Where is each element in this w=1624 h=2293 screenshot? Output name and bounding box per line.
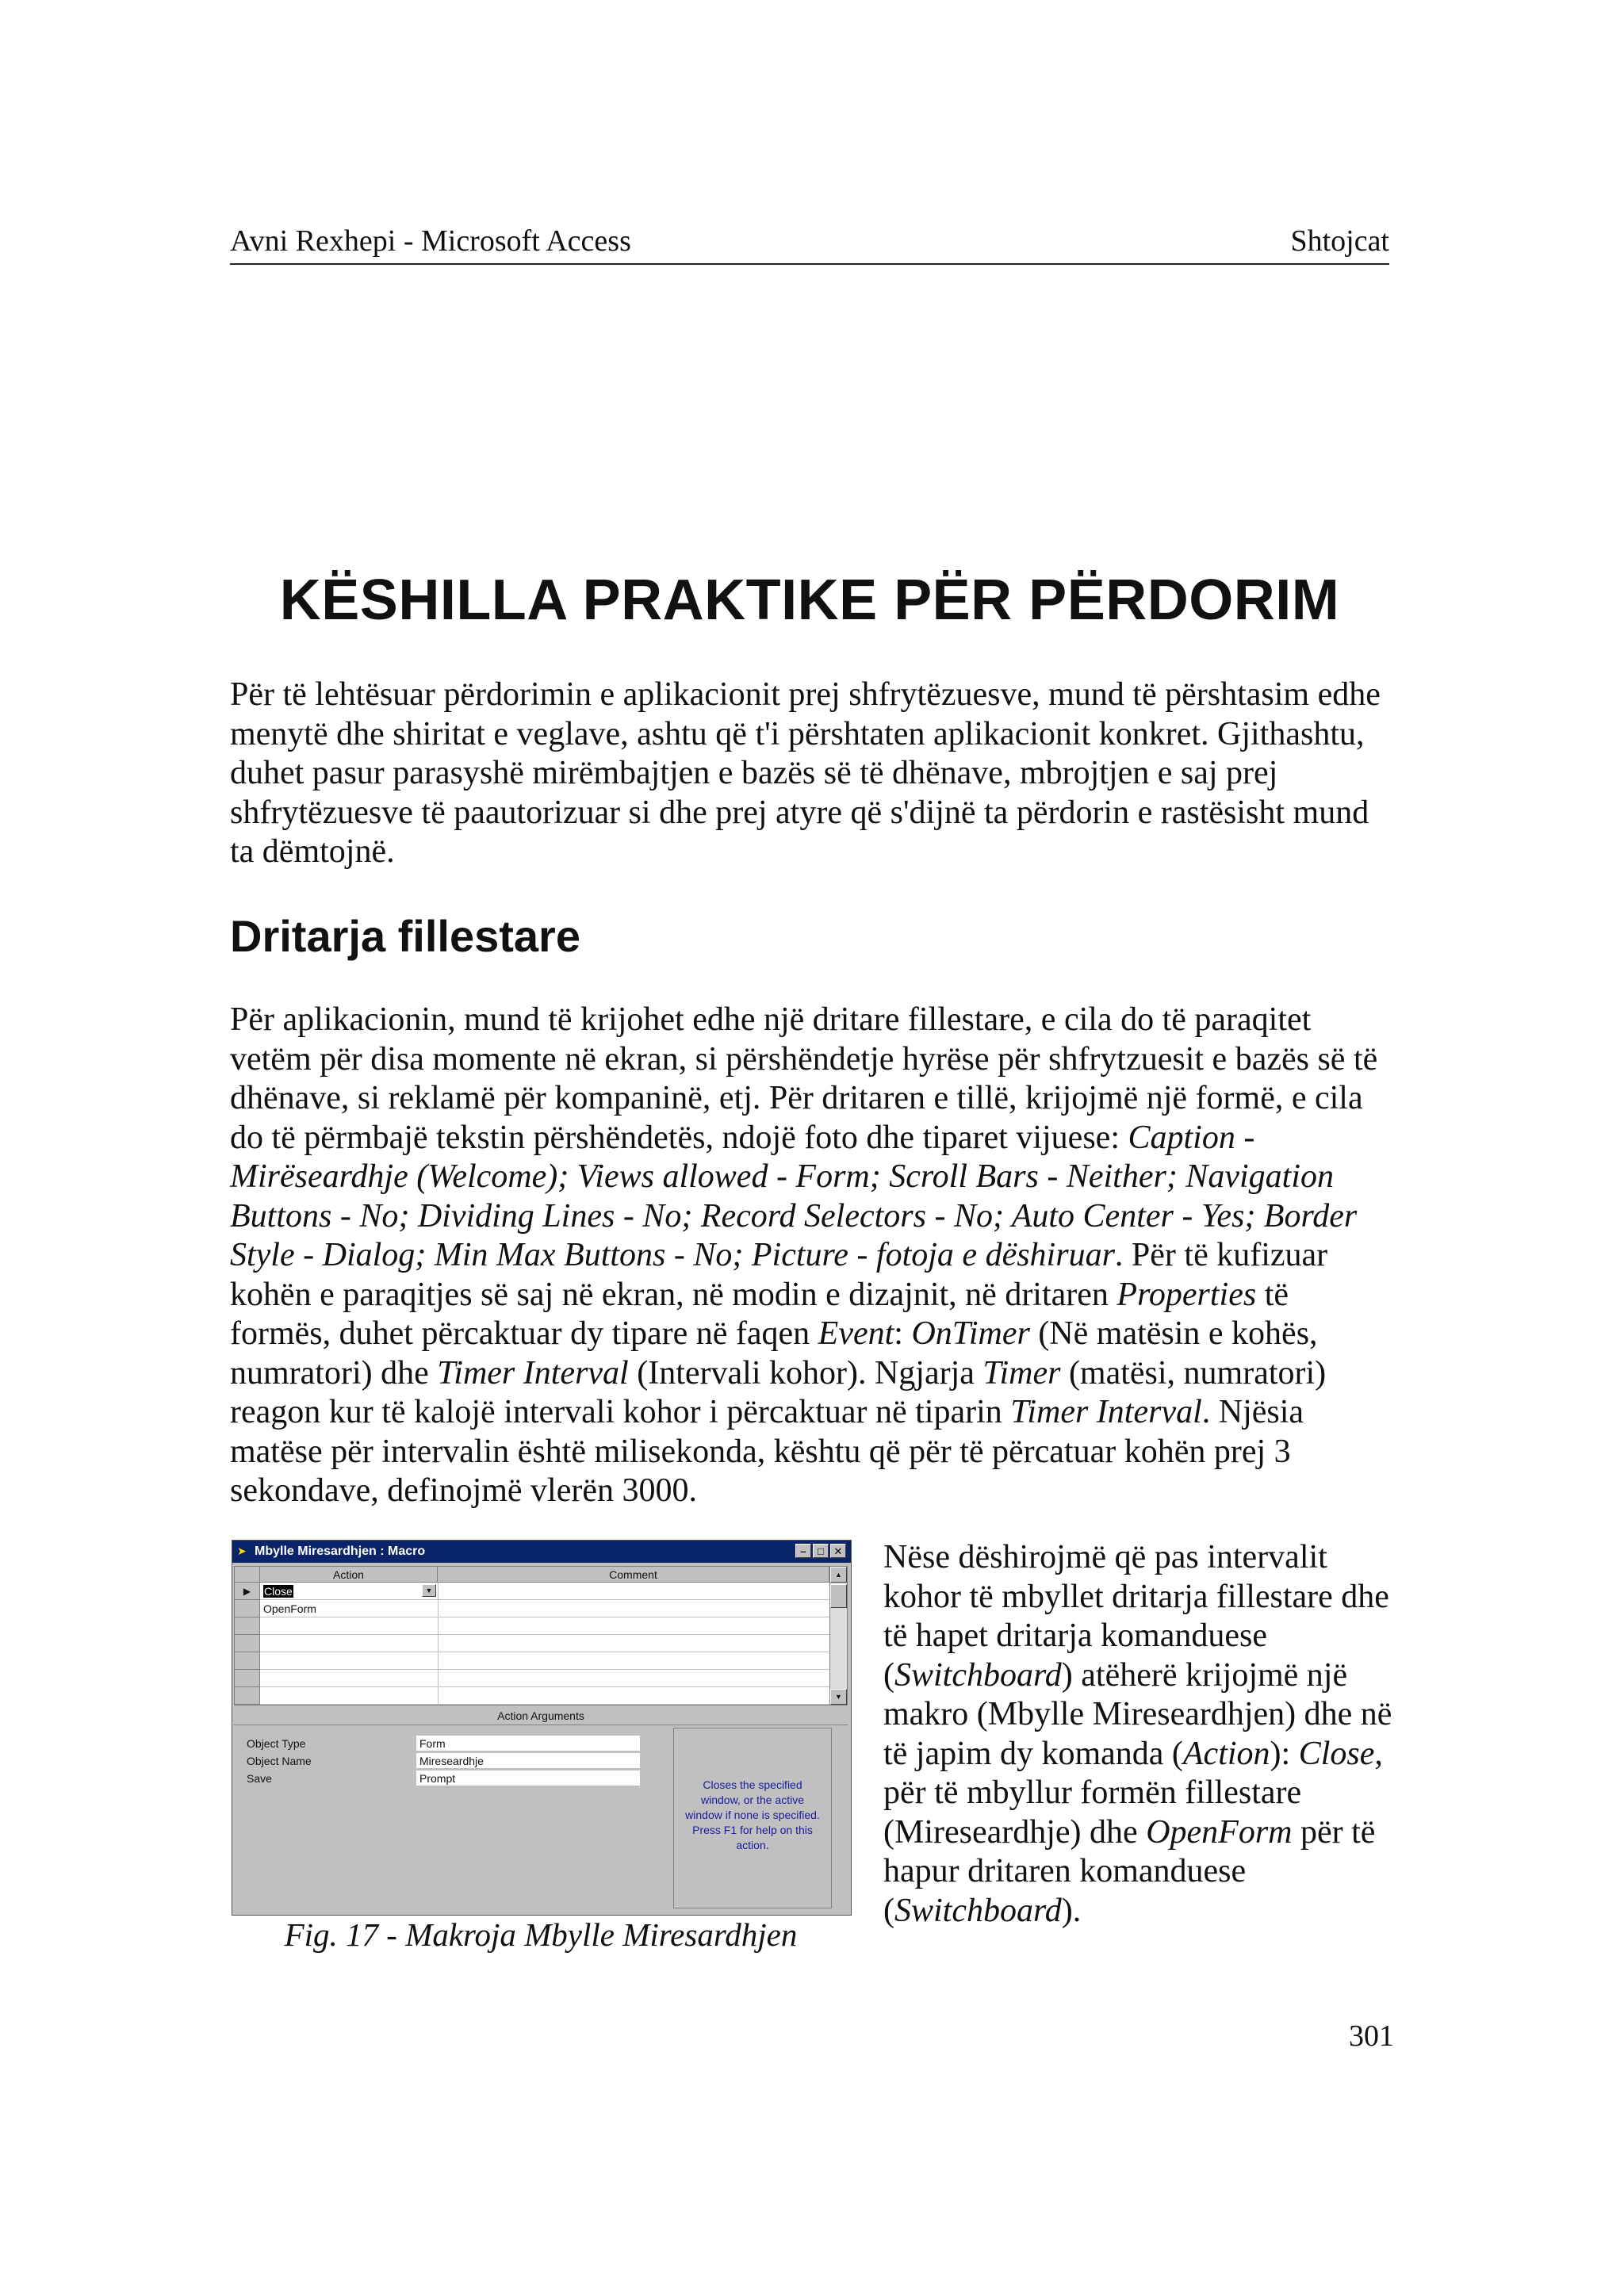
text-run: ): (1270, 1735, 1299, 1772)
close-button[interactable]: ✕ (830, 1544, 846, 1558)
intro-paragraph: Për të lehtësuar përdorimin e aplikacionit prej shfrytëzuesve, mund të përshtasim edhe menytë dhe shiritat e veglave, ashtu që t'i përshtaten aplikacionit konkret. Gjithashtu, duhet pasur parasyshë mirëmbajtjen e bazës së të dhënave, mbrojtjen e saj prej shfrytëzuesve të paautorizuar si dhe prej atyre që s'dijnë ta përdorin e rastësisht mund ta dëmtojnë. (230, 676, 1381, 870)
italic-run: Properties (1116, 1276, 1257, 1313)
macro-row[interactable] (260, 1670, 829, 1687)
body-paragraph (230, 1001, 1396, 1511)
arg-label-object-name: Object Name (247, 1755, 312, 1767)
header-section: Shtojcat (1290, 224, 1389, 258)
row-selector[interactable] (235, 1600, 260, 1617)
macro-row[interactable] (260, 1600, 829, 1617)
italic-run: Switchboard (894, 1656, 1062, 1694)
row-selector[interactable] (235, 1635, 260, 1652)
text-run: Për aplikacionin, mund të krijohet edhe një dritare fillestare, e cila do të paraqitet vetëm për disa momente në ekran, si përshëndetje hyrëse për shfrytzuesit e bazës së të dhënave, si reklamë për kompaninë, etj. Për dritaren e tillë, krijojmë një formë, e cila do të përmbajë tekstin përshëndetës, ndojë foto dhe tiparet vijuese: (230, 1001, 1378, 1156)
section-heading: Dritarja fillestare (230, 911, 580, 961)
scroll-down-icon[interactable]: ▼ (830, 1689, 847, 1705)
italic-run: Switchboard (894, 1892, 1062, 1929)
row-selector[interactable] (235, 1687, 260, 1705)
column-header-action: Action (260, 1567, 438, 1583)
text-run: . Njësia matëse për intervalin është milisekonda, kështu që për të përcatuar kohën prej 3 sekondave, definojmë vlerën 3000. (230, 1394, 1304, 1509)
arg-field-save[interactable]: Prompt (416, 1770, 640, 1786)
figure-caption: Fig. 17 - Makroja Mbylle Miresardhjen (284, 1916, 798, 1953)
italic-run: Event (818, 1315, 894, 1352)
text-run: (Intervali kohor). Ngjarja (628, 1354, 983, 1391)
text-run: ) atëherë krijojmë një makro (Mbylle Mireseardhjen) dhe në të japim dy komanda ( (883, 1656, 1392, 1772)
italic-run: Caption - Mirëseardhje (Welcome); Views allowed - Form; Scroll Bars - Neither; Navigation Buttons - No; Dividing Lines - No; Record Selectors - No; Auto Center - Yes; Border Style - Dialog; Min Max Buttons - No; Picture - fotoja e dëshiruar (230, 1119, 1358, 1273)
macro-row[interactable] (260, 1652, 829, 1670)
grid-corner (235, 1567, 260, 1583)
macro-window-figure (232, 1540, 852, 1916)
scroll-thumb[interactable] (830, 1584, 847, 1608)
italic-run: Timer (982, 1354, 1061, 1391)
text-run: Nëse dëshirojmë që pas intervalit kohor të mbyllet dritarja fillestare dhe të hapet dritarja komanduese ( (883, 1539, 1389, 1694)
macro-icon: ➤ (237, 1545, 247, 1557)
macro-row[interactable] (260, 1687, 829, 1705)
italic-run: Close (1298, 1735, 1375, 1772)
header-author-title: Avni Rexhepi - Microsoft Access (230, 224, 631, 258)
running-header (230, 214, 1389, 265)
minimize-button[interactable]: – (795, 1544, 811, 1558)
macro-grid (234, 1566, 848, 1705)
row-selector-current[interactable]: ▶ (235, 1583, 260, 1600)
italic-run: OnTimer (911, 1315, 1030, 1352)
arg-label-save: Save (247, 1772, 272, 1785)
arg-field-object-type[interactable]: Form (416, 1736, 640, 1751)
help-panel (673, 1728, 832, 1908)
macro-row[interactable] (260, 1635, 829, 1652)
arg-field-object-name[interactable]: Mireseardhje (416, 1753, 640, 1769)
maximize-button[interactable]: □ (813, 1544, 829, 1558)
italic-run: Timer Interval (1010, 1394, 1202, 1430)
window-title: Mbylle Miresardhjen : Macro (255, 1545, 426, 1558)
page-number: 301 (1349, 2019, 1394, 2053)
dropdown-arrow-icon[interactable]: ▼ (422, 1584, 436, 1597)
side-paragraph (883, 1538, 1399, 1931)
action-arguments-label: Action Arguments (234, 1707, 848, 1725)
text-run: për të hapur dritaren komanduese ( (883, 1813, 1376, 1929)
text-run: të formës, duhet përcaktuar dy tipare në faqen (230, 1276, 1289, 1352)
row-selector[interactable] (235, 1670, 260, 1687)
macro-row[interactable] (260, 1583, 829, 1600)
action-cell[interactable] (263, 1585, 293, 1598)
action-value: Close (264, 1585, 293, 1598)
row-selector[interactable] (235, 1617, 260, 1635)
arg-label-object-type: Object Type (247, 1737, 306, 1750)
text-run: . Për të kufizuar kohën e paraqitjes së saj në ekran, në modin e dizajnit, në dritaren (230, 1237, 1328, 1313)
text-run: ). (1061, 1892, 1082, 1929)
italic-run: OpenForm (1146, 1813, 1293, 1851)
vertical-scrollbar[interactable] (829, 1567, 847, 1705)
text-run: : (894, 1315, 912, 1352)
italic-run: Timer Interval (437, 1354, 629, 1391)
text-run: (Në matësin e kohës, numratori) dhe (230, 1315, 1318, 1391)
window-titlebar (232, 1541, 851, 1563)
italic-run: Action (1182, 1735, 1270, 1772)
text-run: (matësi, numratori) reagon kur të kalojë intervali kohor i përcaktuar në tiparin (230, 1354, 1327, 1430)
macro-row[interactable] (260, 1617, 829, 1635)
page-title: KËSHILLA PRAKTIKE PËR PËRDORIM (279, 568, 1340, 632)
row-selector[interactable] (235, 1652, 260, 1670)
help-text: Closes the specified window, or the active window if none is specified. Press F1 for help on this action. (685, 1778, 820, 1851)
column-header-comment: Comment (438, 1567, 829, 1583)
text-run: , për të mbyllur formën fillestare (Mireseardhje) dhe (883, 1735, 1383, 1851)
scroll-up-icon[interactable]: ▲ (830, 1567, 847, 1583)
action-cell[interactable]: OpenForm (263, 1602, 316, 1615)
